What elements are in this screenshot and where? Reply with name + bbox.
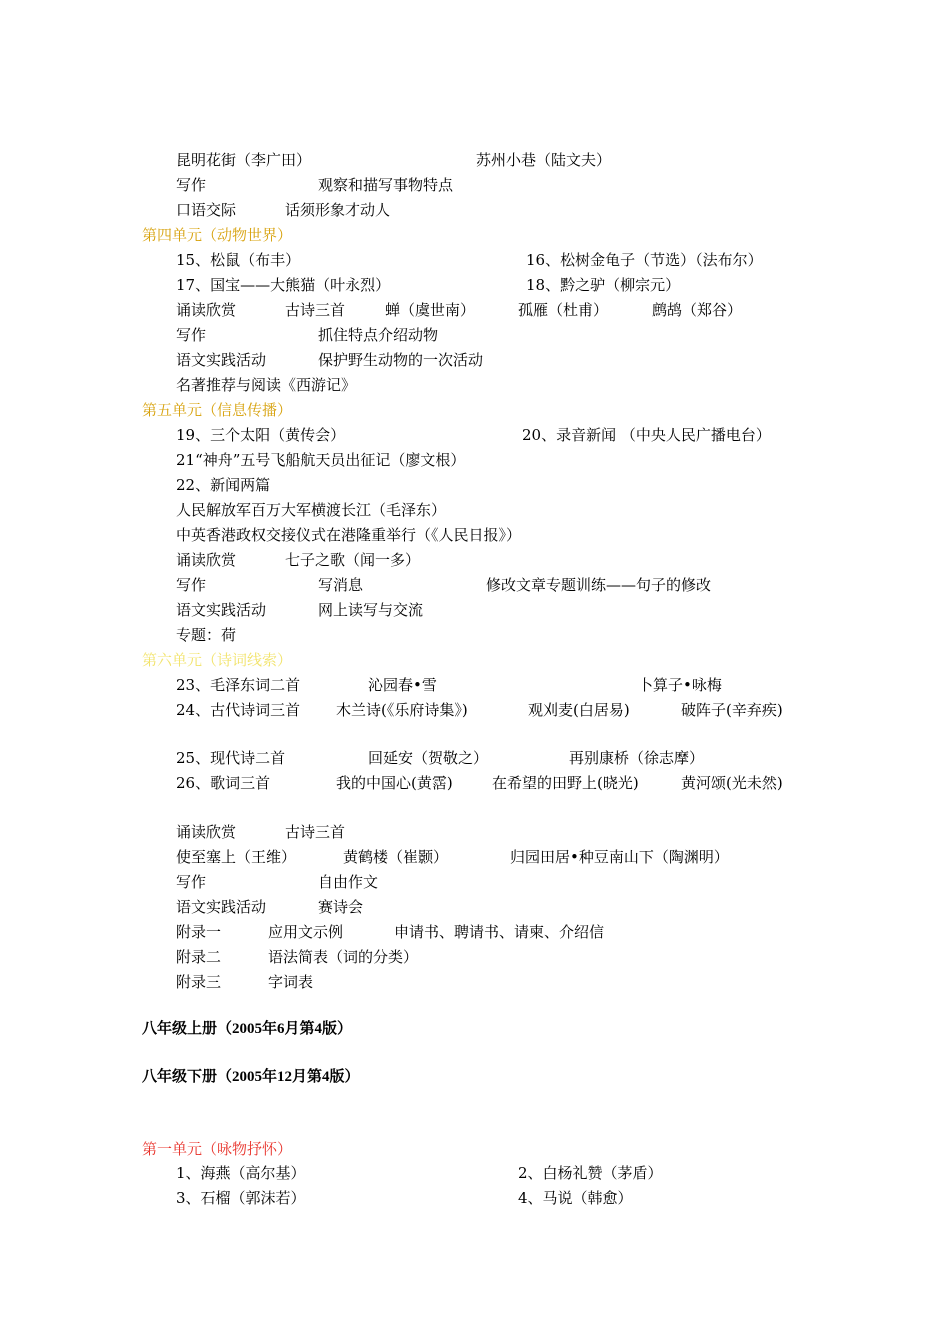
section-content: 观察和描写事物特点	[318, 176, 454, 194]
lesson-entry: 4、马说（韩愈）	[518, 1189, 633, 1207]
section-label: 诵读欣赏	[176, 301, 237, 319]
section-content: 网上读写与交流	[318, 601, 424, 619]
section-content: 修改文章专题训练——句子的修改	[486, 576, 712, 594]
poem-entry: 黄河颂(光未然)	[681, 774, 783, 792]
unit-heading: 第六单元（诗词线索）	[142, 651, 293, 669]
volume-heading: 八年级下册（2005年12月第4版）	[142, 1069, 360, 1085]
lesson-entry: 17、国宝——大熊猫（叶永烈）	[176, 276, 391, 294]
lesson-entry: 1、海燕（高尔基）	[176, 1164, 306, 1182]
lesson-entry: 昆明花街（李广田）	[176, 151, 312, 169]
poem-entry: 我的中国心(黄霑)	[336, 774, 453, 792]
section-content: 自由作文	[318, 873, 379, 891]
toc-line: 专题：荷	[176, 626, 237, 644]
toc-line: 人民解放军百万大军横渡长江（毛泽东）	[176, 501, 447, 519]
volume-heading: 八年级上册（2005年6月第4版）	[142, 1021, 353, 1037]
appendix-content: 申请书、聘请书、请柬、介绍信	[394, 923, 605, 941]
poem-entry: 观刈麦(白居易)	[528, 701, 630, 719]
unit-heading: 第五单元（信息传播）	[142, 401, 293, 419]
poem-entry: 在希望的田野上(晓光)	[492, 774, 639, 792]
appendix-label: 附录三	[176, 973, 222, 991]
section-label: 诵读欣赏	[176, 551, 237, 569]
section-label: 写作	[176, 176, 207, 194]
appendix-label: 附录二	[176, 948, 222, 966]
poem-entry: 回延安（贺敬之）	[368, 749, 489, 767]
appendix-title: 语法简表（词的分类）	[268, 948, 419, 966]
appendix-title: 应用文示例	[268, 923, 344, 941]
section-label: 写作	[176, 873, 207, 891]
appendix-title: 字词表	[268, 973, 314, 991]
lesson-entry: 苏州小巷（陆文夫）	[476, 151, 612, 169]
poem-entry: 蝉（虞世南）	[385, 301, 476, 319]
poem-entry: 卜算子•咏梅	[638, 676, 722, 694]
lesson-entry: 25、现代诗二首	[176, 749, 286, 767]
section-label: 写作	[176, 576, 207, 594]
section-content: 话须形象才动人	[285, 201, 391, 219]
poem-entry: 黄鹤楼（崔颢）	[343, 848, 449, 866]
lesson-entry: 16、松树金龟子（节选）（法布尔）	[526, 251, 763, 269]
section-content: 抓住特点介绍动物	[318, 326, 439, 344]
lesson-entry: 3、石榴（郭沫若）	[176, 1189, 306, 1207]
lesson-entry: 2、白杨礼赞（茅盾）	[518, 1164, 663, 1182]
lesson-entry: 26、歌词三首	[176, 774, 271, 792]
lesson-entry: 19、三个太阳（黄传会）	[176, 426, 346, 444]
lesson-entry: 20、录音新闻 （中央人民广播电台）	[522, 426, 771, 444]
unit-heading: 第一单元（咏物抒怀）	[142, 1140, 293, 1158]
section-label: 口语交际	[176, 201, 237, 219]
poem-entry: 归园田居•种豆南山下（陶渊明）	[510, 848, 729, 866]
section-content: 写消息	[318, 576, 364, 594]
toc-line: 名著推荐与阅读《西游记》	[176, 376, 357, 394]
lesson-entry: 24、古代诗词三首	[176, 701, 301, 719]
toc-line: 22、新闻两篇	[176, 476, 271, 494]
section-content: 七子之歌（闻一多）	[285, 551, 421, 569]
lesson-entry: 18、黔之驴（柳宗元）	[526, 276, 681, 294]
poem-entry: 使至塞上（王维）	[176, 848, 297, 866]
section-label: 写作	[176, 326, 207, 344]
poem-entry: 破阵子(辛弃疾)	[681, 701, 783, 719]
appendix-label: 附录一	[176, 923, 222, 941]
poem-entry: 沁园春•雪	[368, 676, 437, 694]
poem-entry: 再别康桥（徐志摩）	[569, 749, 705, 767]
toc-line: 中英香港政权交接仪式在港隆重举行（《人民日报》）	[176, 526, 522, 544]
poem-entry: 木兰诗(《乐府诗集》)	[336, 701, 468, 719]
section-content: 古诗三首	[285, 301, 346, 319]
poem-entry: 鹧鸪（郑谷）	[652, 301, 743, 319]
lesson-entry: 15、松鼠（布丰）	[176, 251, 301, 269]
poem-entry: 孤雁（杜甫）	[518, 301, 609, 319]
section-label: 诵读欣赏	[176, 823, 237, 841]
section-label: 语文实践活动	[176, 898, 267, 916]
section-label: 语文实践活动	[176, 351, 267, 369]
section-label: 语文实践活动	[176, 601, 267, 619]
toc-line: 21“神舟”五号飞船航天员出征记（廖文根）	[176, 451, 466, 469]
section-content: 保护野生动物的一次活动	[318, 351, 484, 369]
lesson-entry: 23、毛泽东词二首	[176, 676, 301, 694]
section-content: 古诗三首	[285, 823, 346, 841]
unit-heading: 第四单元（动物世界）	[142, 226, 293, 244]
section-content: 赛诗会	[318, 898, 364, 916]
